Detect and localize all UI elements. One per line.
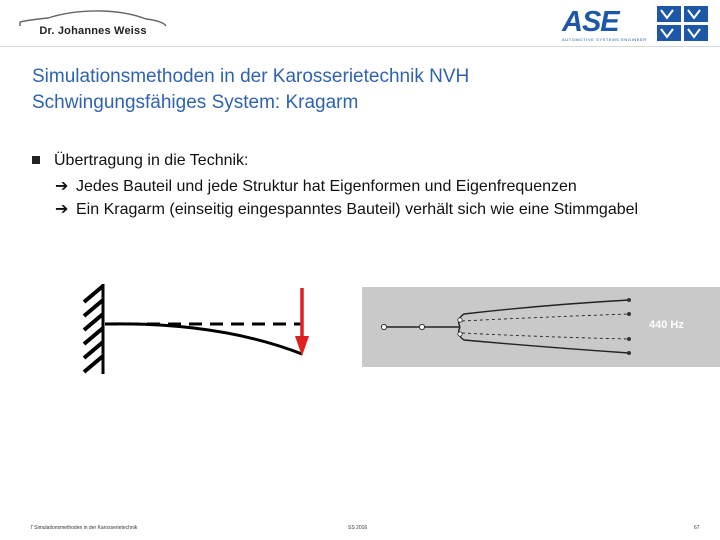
author-logo xyxy=(18,8,168,40)
sub-item-text: Jedes Bauteil und jede Struktur hat Eigenformen und Eigenfrequenzen xyxy=(76,178,577,195)
footer-left: 7 Simulationsmethoden in der Karosserietechnik xyxy=(30,525,138,531)
square-bullet-icon xyxy=(32,156,40,164)
header-divider xyxy=(0,46,720,47)
title-line-1: Simulationsmethoden in der Karosserietechnik NVH xyxy=(32,66,470,87)
arrow-right-icon: ➔ xyxy=(55,201,69,218)
arrow-right-icon: ➔ xyxy=(55,178,69,195)
tuning-fork-panel xyxy=(362,287,720,367)
sub-item-text: Ein Kragarm (einseitig eingespanntes Bauteil) verhält sich wie eine Stimmgabel xyxy=(76,201,639,218)
brand-grid-icon xyxy=(657,6,709,42)
deflected-beam xyxy=(105,324,302,354)
author-name: Dr. Johannes Weiss xyxy=(39,25,147,37)
slide-title xyxy=(32,64,672,116)
brand-subtext: AUTOMOTIVE SYSTEMS ENGINEER xyxy=(562,37,647,42)
frequency-label: 440 Hz xyxy=(649,319,684,331)
page-number: 67 xyxy=(694,525,700,531)
brand-logo xyxy=(560,6,710,44)
fixed-wall xyxy=(84,284,103,374)
bullet-text: Übertragung in die Technik: xyxy=(54,152,249,169)
cantilever-figure xyxy=(70,276,320,381)
brand-wordmark: ASE xyxy=(562,6,619,38)
force-arrow-icon xyxy=(295,288,309,356)
footer-center: SS 2016 xyxy=(348,525,368,531)
title-line-2: Schwingungsfähiges System: Kragarm xyxy=(32,92,359,113)
